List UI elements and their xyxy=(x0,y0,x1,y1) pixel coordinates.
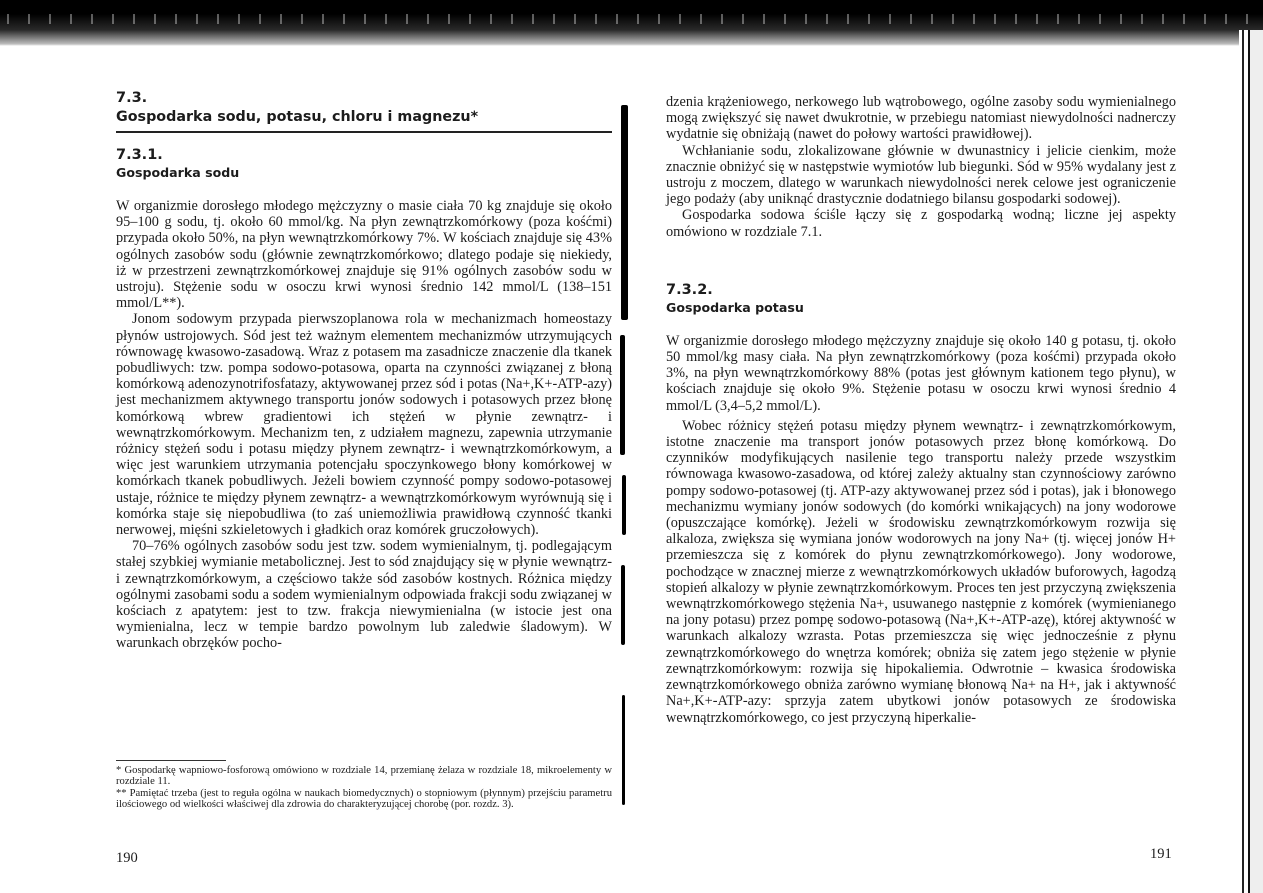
subsection-title: Gospodarka sodu xyxy=(116,165,240,180)
page-number-right: 191 xyxy=(1150,846,1172,862)
section-number: 7.3. xyxy=(116,90,148,106)
paragraph: Wobec różnicy stężeń potasu między płynem wewnątrz- i zewnątrzkomórkowym, istotne znaczenie ma transport jonów potasowych przez błonę komórkową. Do czynników modyfikujących nasilenie tego transportu należy przede wszystkim równowaga kwasowo-zasadowa, od której zależy aktualny stan czynnościowy zarówno pompy sodowo-potasowej (tj. ATP-azy aktywowanej przez sód i potas), jak i błonowego mechanizmu wymiany jonów sodowych (do komórki wnikających) na jony wodorowe (opuszczające komórkę). Jeżeli w środowisku zewnątrzkomórkowym rozwija się alkaloza, zwiększa się wymiana jonów wodorowych na jony Na+ (tj. więcej jonów H+ przemieszcza się z komórek do płynu zewnątrzkomórkowego). Jony wodorowe, pochodzące w znacznej mierze z wewnątrzkomórkowych układów buforowych, łagodzą stopień alkalozy w płynie zewnątrzkomórkowym. Proces ten jest przyczyną zwiększenia wewnątrzkomórkowego stężenia Na+, usuwanego następnie z komórek (wymienianego na jony potasu) przez pompę sodowo-potasową (Na+,K+-ATP-azę), której aktywność w warunkach alkalozy wzrasta. Potas przemieszcza się więc jednocześnie z płynu zewnątrzkomórkowego do wnętrza komórek; obniża się zatem jego stężenie w płynie zewnątrzkomórkowym: rozwija się hipokaliemia. Odwrotnie – kwasica środowiska zewnątrzkomórkowego obniża zarówno wymianę błonową Na+ na H+, jak i aktywność Na+,K+-ATP-azy: sprzyja zatem ubytkowi jonów potasowych ze środowiska wewnątrzkomórkowego, co jest przyczyną hiperkalie- xyxy=(666,417,1176,726)
footnote-rule xyxy=(116,760,226,761)
paragraph: Gospodarka sodowa ściśle łączy się z gospodarką wodną; liczne jej aspekty omówiono w rozdziale 7.1. xyxy=(666,207,1176,240)
paragraph: Jonom sodowym przypada pierwszoplanowa rola w mechanizmach homeostazy płynów ustrojowych. Sód jest też ważnym elementem mechanizmów utrzymujących równowagę kwasowo-zasadową. Wraz z potasem ma zasadnicze znaczenie dla tkanek pobudliwych: tzw. pompa sodowo-potasowa, oparta na czynności związanej z błoną komórkową adenozynotrifosfatazy, aktywowanej przez sód i potas (Na+,K+-ATP-azy) jest mechanizmem aktywnego transportu jonów sodowych i potasowych przez błonę komórkową wbrew gradientowi ich stężeń w płynie zewnątrz- i wewnątrzkomórkowym. Mechanizm ten, z udziałem magnezu, zapewnia utrzymanie różnicy stężeń sodu i potasu między płynem zewnątrz- i wewnątrzkomórkowym, a więc jest warunkiem utrzymania potencjału spoczynkowego błony komórkowej w komórkach tkanek pobudliwych. Jeżeli bowiem czynność pompy sodowo-potasowej ustaje, różnice te między płynem zewnątrz- a wewnątrzkomórkowym wyrównują się i komórka staje się niepobudliwa (to zaś uniemożliwia prawidłową czynność tkanki nerwowej, mięśni szkieletowych i gładkich oraz komórek gruczołowych). xyxy=(116,311,612,539)
page-number-left: 190 xyxy=(116,850,138,866)
footnote: * Gospodarkę wapniowo-fosforową omówiono w rozdziale 14, przemianę żelaza w rozdziale 18, mikroelementy w rozdziale 11. xyxy=(116,765,612,788)
section-title: Gospodarka sodu, potasu, chloru i magnezu* xyxy=(116,109,479,125)
subsection-number: 7.3.1. xyxy=(116,147,163,163)
paragraph: dzenia krążeniowego, nerkowego lub wątrobowego, ogólne zasoby sodu wymienialnego mogą zwiększyć się nawet dwukrotnie, w przebiegu natomiast niewydolności nadnerczy wydatnie się obniżają (nawet do połowy wartości prawidłowej). xyxy=(666,94,1176,143)
binding-gutter-shadow xyxy=(618,95,640,815)
paragraph: W organizmie dorosłego młodego mężczyzny o masie ciała 70 kg znajduje się około 95–100 g sodu, tj. około 60 mmol/kg. Na płyn zewnątrzkomórkowy (poza kośćmi) przypada około 50%, na płyn wewnątrzkomórkowy 7%. W kościach znajduje się 43% ogólnych zasobów sodu (głównie zewnątrzkomórkowo; dlatego podaje się niekiedy, iż w przestrzeni zewnątrzkomórkowej znajduje się 91% ogólnych zasobów sodu w ustroju). Stężenie sodu w osoczu krwi wynosi średnio 142 mmol/L (138–151 mmol/L**). xyxy=(116,198,612,312)
subsection-title: Gospodarka potasu xyxy=(666,299,804,315)
right-page xyxy=(666,94,1176,726)
subsection-number: 7.3.2. xyxy=(666,281,713,298)
scan-right-edge xyxy=(1239,30,1263,893)
footnote: ** Pamiętać trzeba (jest to reguła ogólna w naukach biomedycznych) o stopniowym (płynnym) przejściu parametru ilościowego od wielkości właściwej dla zdrowia do charakteryzującej chorobę (por. rozdz. 3). xyxy=(116,787,612,810)
scan-top-shadow xyxy=(0,0,1263,46)
left-page xyxy=(116,90,612,652)
footnotes xyxy=(116,760,612,810)
paragraph: Wchłanianie sodu, zlokalizowane głównie w dwunastnicy i jelicie cienkim, może znacznie obniżyć się w następstwie wymiotów lub biegunki. Sód w 95% wydalany jest z ustroju z moczem, dlatego w warunkach niewydolności nerek celowe jest ograniczenie jego podaży (aby uniknąć drastycznie dodatniego bilansu gospodarki sodowej). xyxy=(666,142,1176,208)
section-rule xyxy=(116,131,612,133)
paragraph: W organizmie dorosłego młodego mężczyzny znajduje się około 140 g potasu, tj. około 50 mmol/kg masy ciała. Na płyn zewnątrzkomórkowy (poza kośćmi) przypada około 3%, na płyn wewnątrzkomórkowy 88% (potas jest głównym kationem tego płynu), w kościach znajduje się około 9%. Stężenie potasu w osoczu krwi wynosi średnio 4 mmol/L (3,4–5,2 mmol/L). xyxy=(666,332,1176,414)
paragraph: 70–76% ogólnych zasobów sodu jest tzw. sodem wymienialnym, tj. podlegającym stałej szybkiej wymianie metabolicznej. Jest to sód znajdujący się w płynie wewnątrz- i zewnątrzkomórkowym, a częściowo także sód zasobów kostnych. Różnica między ogólnymi zasobami sodu a sodem wymienialnym odpowiada frakcji sodu związanej w kościach z apatytem: jest to tzw. frakcja niewymienialna (w istocie jest ona wymienialna, lecz w tempie bardzo powolnym lub zaledwie śladowym). W warunkach obrzęków pocho- xyxy=(116,538,612,652)
